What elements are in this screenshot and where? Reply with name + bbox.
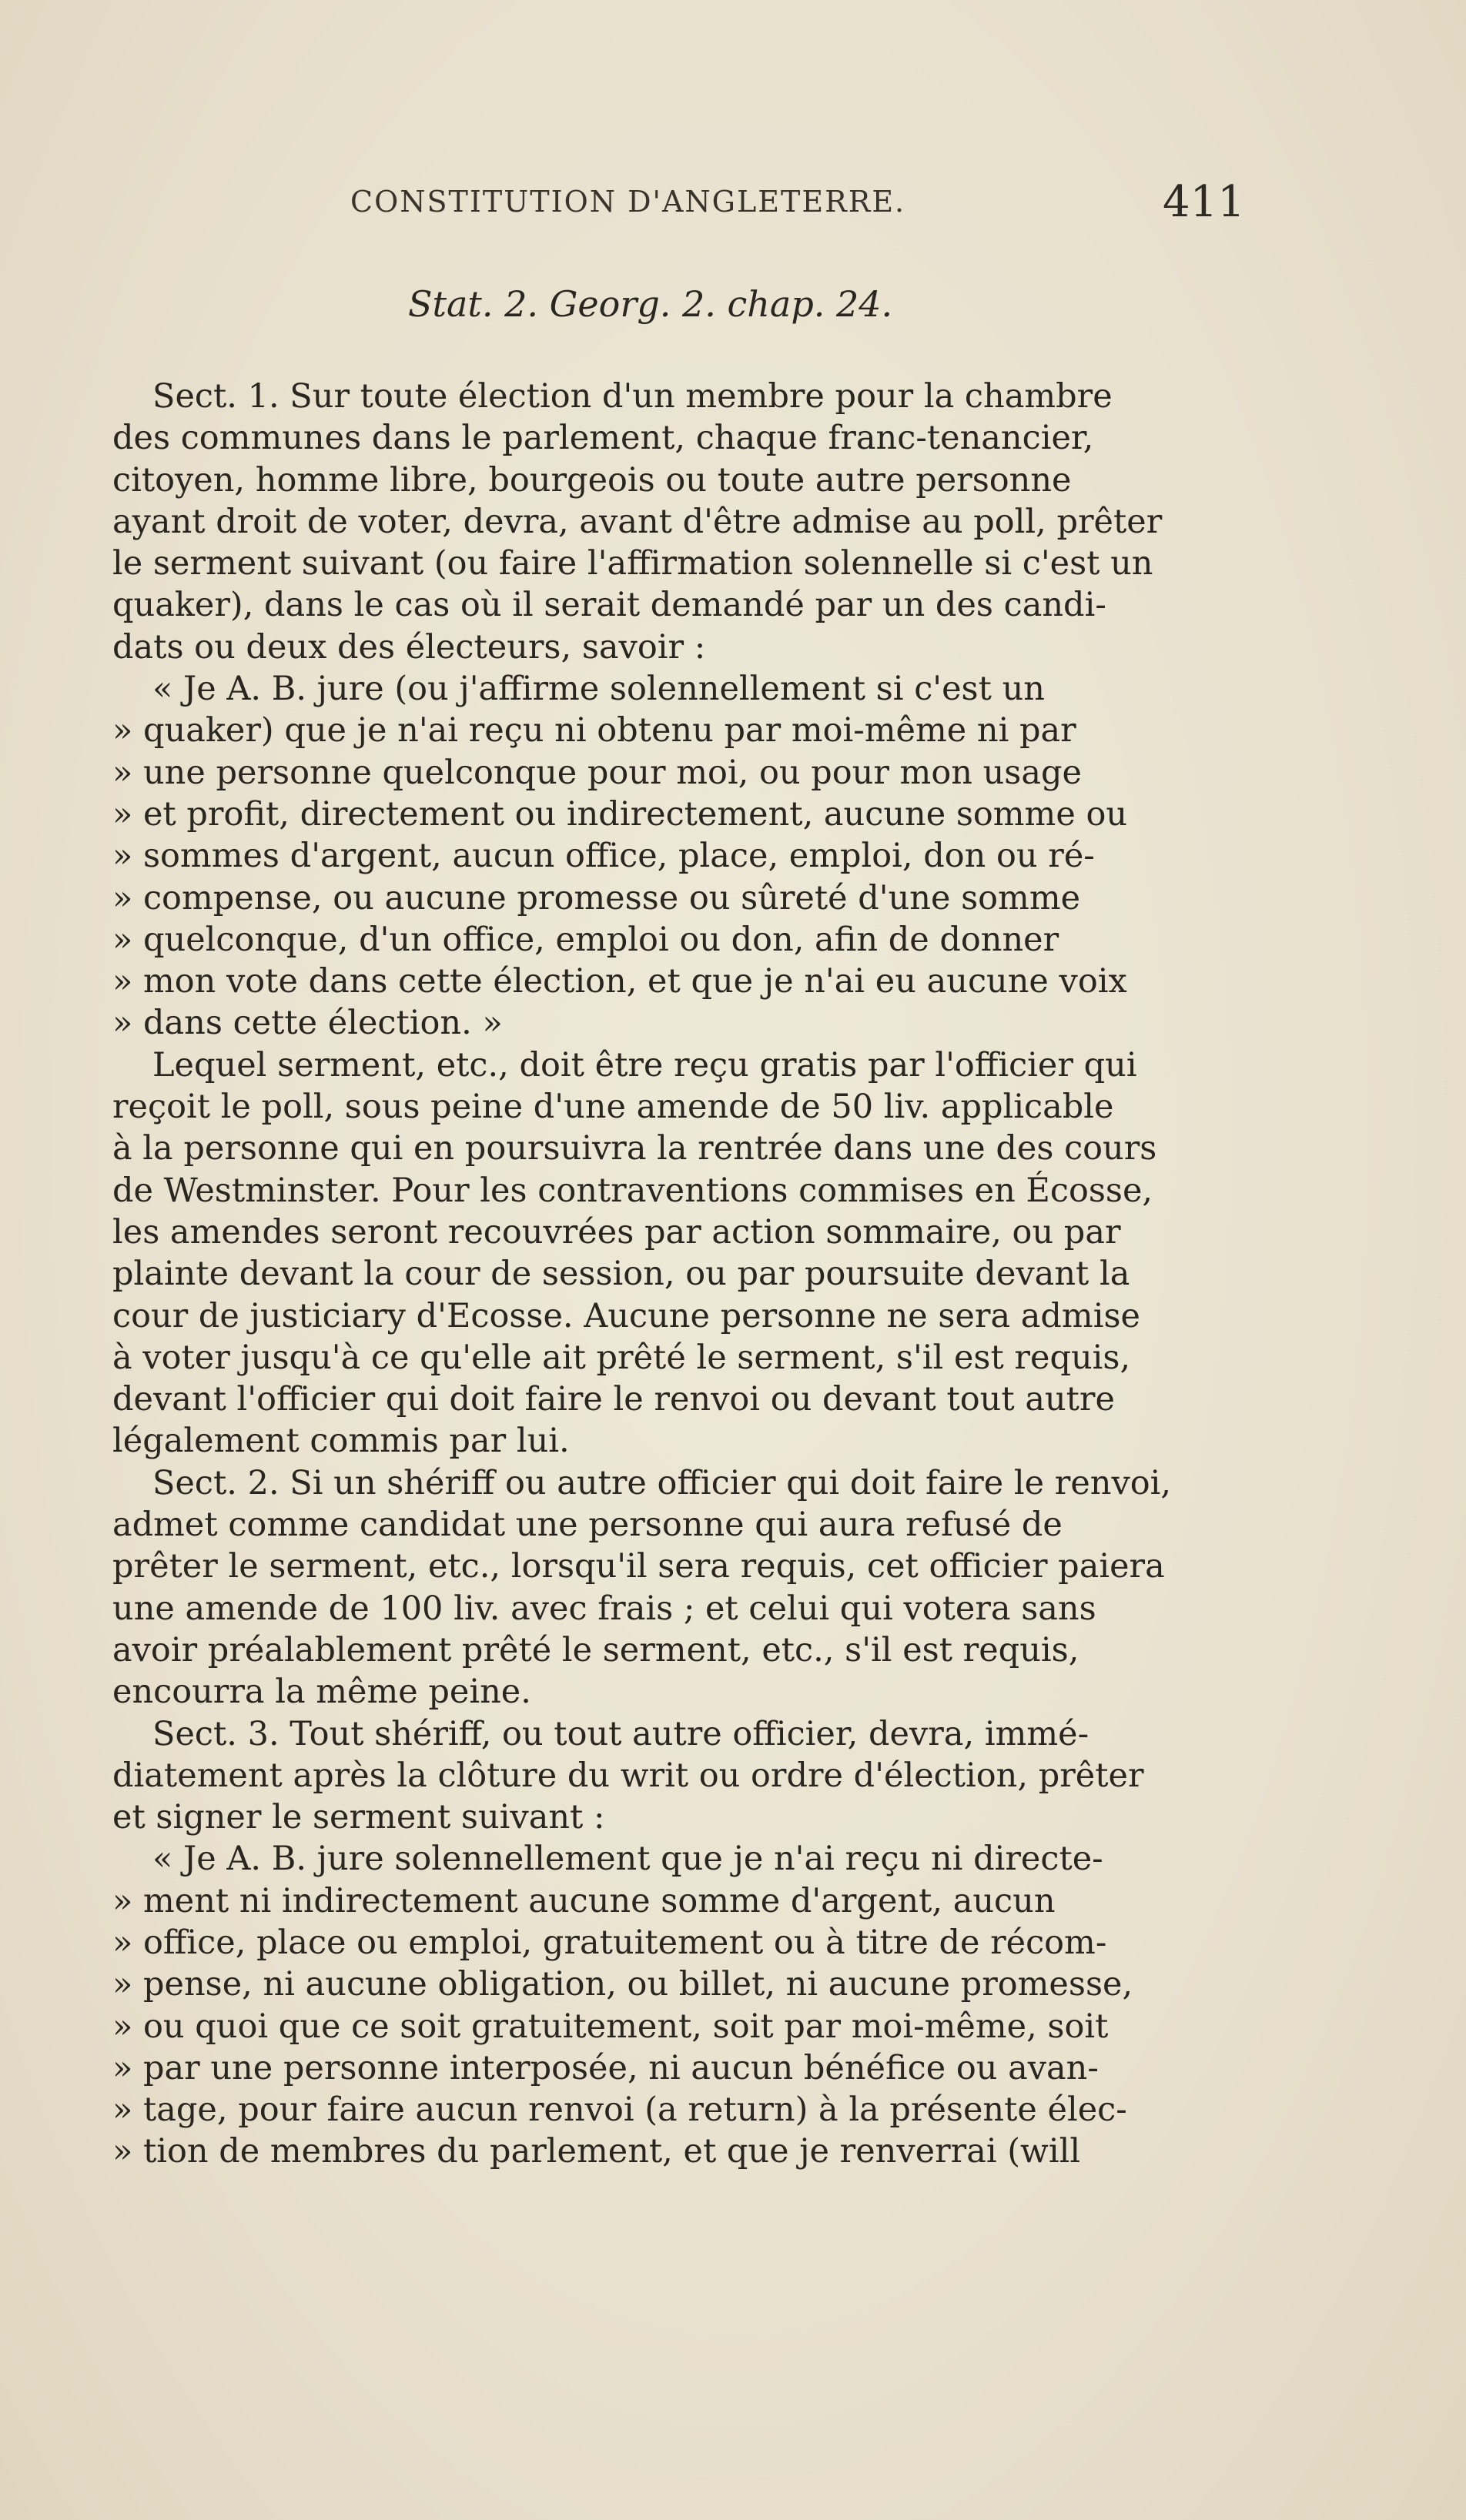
text-line: » par une personne interposée, ni aucun bénéfice ou avan-: [112, 2048, 1099, 2087]
text-line: diatement après la clôture du writ ou ordre d'élection, prêter: [112, 1756, 1144, 1795]
text-line: » ment ni indirectement aucune somme d'argent, aucun: [112, 1881, 1056, 1920]
text-line: des communes dans le parlement, chaque franc-tenancier,: [112, 419, 1094, 458]
text-line: prêter le serment, etc., lorsqu'il sera requis, cet officier paiera: [112, 1547, 1165, 1586]
text-line: admet comme candidat une personne qui aura refusé de: [112, 1506, 1063, 1545]
text-line: » quelconque, d'un office, emploi ou don, afin de donner: [112, 920, 1059, 959]
text-line: » pense, ni aucune obligation, ou billet, ni aucune promesse,: [112, 1965, 1133, 2004]
text-line: à voter jusqu'à ce qu'elle ait prêté le serment, s'il est requis,: [112, 1338, 1131, 1377]
text-line: « Je A. B. jure (ou j'affirme solennellement si c'est un: [152, 670, 1045, 709]
text-line: les amendes seront recouvrées par action sommaire, ou par: [112, 1212, 1121, 1252]
text-line: Lequel serment, etc., doit être reçu gratis par l'officier qui: [152, 1045, 1137, 1085]
text-line: » une personne quelconque pour moi, ou pour mon usage: [112, 753, 1082, 792]
text-line: quaker), dans le cas où il serait demandé par un des candi-: [112, 586, 1106, 625]
text-line: » mon vote dans cette élection, et que je n'ai eu aucune voix: [112, 962, 1127, 1001]
text-line: cour de justiciary d'Ecosse. Aucune personne ne sera admise: [112, 1296, 1140, 1335]
text-line: » ou quoi que ce soit gratuitement, soit par moi-même, soit: [112, 2007, 1109, 2046]
text-line: Sect. 1. Sur toute élection d'un membre pour la chambre: [152, 377, 1113, 416]
text-line: légalement commis par lui.: [112, 1422, 570, 1461]
text-line: plainte devant la cour de session, ou par poursuite devant la: [112, 1255, 1130, 1294]
text-line: encourra la même peine.: [112, 1673, 531, 1712]
text-line: » sommes d'argent, aucun office, place, emploi, don ou ré-: [112, 837, 1095, 876]
text-line: » office, place ou emploi, gratuitement ou à titre de récom-: [112, 1923, 1107, 1962]
text-line: » dans cette élection. »: [112, 1004, 503, 1043]
text-line: » et profit, directement ou indirectement, aucune somme ou: [112, 794, 1128, 834]
text-line: » tage, pour faire aucun renvoi (a return) à la présente élec-: [112, 2091, 1127, 2130]
text-line: Sect. 2. Si un shériff ou autre officier qui doit faire le renvoi,: [152, 1463, 1172, 1502]
running-head: CONSTITUTION D'ANGLETERRE.: [350, 185, 906, 219]
body-text: [112, 376, 1206, 2173]
text-line: citoyen, homme libre, bourgeois ou toute autre personne: [112, 460, 1072, 500]
text-line: avoir préalablement prêté le serment, etc., s'il est requis,: [112, 1630, 1079, 1669]
section-title: Stat. 2. Georg. 2. chap. 24.: [408, 283, 893, 325]
text-line: et signer le serment suivant :: [112, 1798, 605, 1837]
text-line: devant l'officier qui doit faire le renvoi ou devant tout autre: [112, 1380, 1115, 1419]
text-line: le serment suivant (ou faire l'affirmation solennelle si c'est un: [112, 544, 1153, 583]
text-line: » compense, ou aucune promesse ou sûreté d'une somme: [112, 878, 1081, 917]
text-line: une amende de 100 liv. avec frais ; et celui qui votera sans: [112, 1589, 1096, 1628]
text-line: Sect. 3. Tout shériff, ou tout autre officier, devra, immé-: [152, 1714, 1089, 1753]
text-line: » quaker) que je n'ai reçu ni obtenu par moi-même ni par: [112, 711, 1076, 750]
text-line: reçoit le poll, sous peine d'une amende de 50 liv. applicable: [112, 1088, 1114, 1127]
text-line: à la personne qui en poursuivra la rentrée dans une des cours: [112, 1129, 1157, 1168]
text-line: ayant droit de voter, devra, avant d'être admise au poll, prêter: [112, 502, 1163, 541]
text-line: « Je A. B. jure solennellement que je n'ai reçu ni directe-: [152, 1840, 1103, 1879]
text-line: dats ou deux des électeurs, savoir :: [112, 627, 706, 667]
text-line: de Westminster. Pour les contraventions commises en Écosse,: [112, 1171, 1153, 1210]
page-number: 411: [1163, 177, 1245, 227]
text-line: » tion de membres du parlement, et que je renverrai (will: [112, 2132, 1081, 2171]
